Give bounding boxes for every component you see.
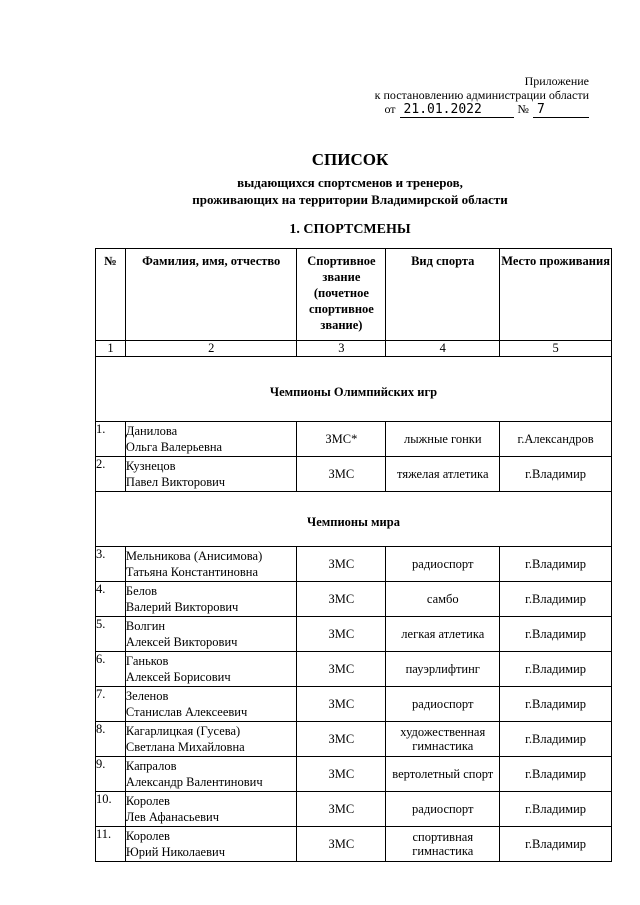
row-number: 10. [96,792,126,827]
header-name: Фамилия, имя, отчество [125,249,297,341]
row-number: 1. [96,422,126,457]
row-sport: лыжные гонки [386,422,500,457]
row-name [125,652,297,687]
column-number: 5 [500,341,612,357]
row-title: ЗМС [297,457,386,492]
subtitle-line-2: проживающих на территории Владимирской области [192,192,508,207]
row-title: ЗМС [297,722,386,757]
category-row-world [96,492,612,547]
row-surname: Королев [125,829,170,843]
table-row [96,422,612,457]
annex-number: 7 [533,103,589,118]
row-title: ЗМС [297,757,386,792]
row-title: ЗМС* [297,422,386,457]
row-number: 9. [96,757,126,792]
column-number: 1 [96,341,126,357]
row-given-names: Валерий Викторович [125,600,239,614]
subtitle-line-1: выдающихся спортсменов и тренеров, [237,175,463,190]
row-number: 3. [96,547,126,582]
table-row [96,722,612,757]
row-sport: радиоспорт [386,687,500,722]
row-name [125,722,297,757]
row-place: г.Владимир [500,582,612,617]
header-title: Спортивное звание (почетное спортивное звание) [297,249,386,341]
row-surname: Кузнецов [125,459,176,473]
row-name [125,617,297,652]
row-surname: Капралов [125,759,177,773]
row-given-names: Александр Валентинович [125,775,263,789]
row-number: 6. [96,652,126,687]
row-number: 8. [96,722,126,757]
table-header-row [96,249,612,341]
row-name [125,457,297,492]
row-place: г.Владимир [500,792,612,827]
row-number: 5. [96,617,126,652]
row-place: г.Владимир [500,617,612,652]
annex-title: Приложение [524,74,589,88]
row-given-names: Алексей Борисович [125,670,231,684]
athletes-table [95,248,612,862]
annex-date: 21.01.2022 [400,103,514,118]
row-sport: спортивная гимнастика [386,827,500,862]
table-row [96,582,612,617]
row-surname: Мельникова (Анисимова) [125,549,263,563]
row-name [125,582,297,617]
row-number: 4. [96,582,126,617]
row-name [125,687,297,722]
row-place: г.Александров [500,422,612,457]
header-place: Место проживания [500,249,612,341]
row-name [125,792,297,827]
row-given-names: Ольга Валерьевна [125,440,223,454]
row-surname: Белов [125,584,158,598]
row-number: 11. [96,827,126,862]
row-title: ЗМС [297,792,386,827]
row-sport: пауэрлифтинг [386,652,500,687]
row-name [125,757,297,792]
row-given-names: Павел Викторович [125,475,226,489]
row-sport: тяжелая атлетика [386,457,500,492]
column-number: 4 [386,341,500,357]
category-world: Чемпионы мира [96,492,612,547]
annex-date-number-line [349,102,589,118]
row-place: г.Владимир [500,827,612,862]
row-place: г.Владимир [500,722,612,757]
row-surname: Королев [125,794,170,808]
category-olympic: Чемпионы Олимпийских игр [96,357,612,422]
column-number-row [96,341,612,357]
row-sport: художественная гимнастика [386,722,500,757]
document-subtitle [0,174,640,208]
row-sport: самбо [386,582,500,617]
table-row [96,827,612,862]
row-title: ЗМС [297,582,386,617]
row-title: ЗМС [297,687,386,722]
row-sport: радиоспорт [386,547,500,582]
row-title: ЗМС [297,652,386,687]
row-title: ЗМС [297,617,386,652]
row-given-names: Алексей Викторович [125,635,238,649]
row-given-names: Татьяна Константиновна [125,565,259,579]
category-row-olympic [96,357,612,422]
column-number: 3 [297,341,386,357]
table-row [96,457,612,492]
row-sport: радиоспорт [386,792,500,827]
table-row [96,547,612,582]
row-given-names: Лев Афанасьевич [125,810,220,824]
annex-block [349,74,589,118]
row-sport: вертолетный спорт [386,757,500,792]
table-row [96,652,612,687]
row-title: ЗМС [297,547,386,582]
column-number: 2 [125,341,297,357]
table-row [96,687,612,722]
row-title: ЗМС [297,827,386,862]
row-surname: Зеленов [125,689,169,703]
row-number: 2. [96,457,126,492]
row-place: г.Владимир [500,457,612,492]
row-given-names: Станислав Алексеевич [125,705,248,719]
table-row [96,617,612,652]
header-no: № [96,249,126,341]
header-sport: Вид спорта [386,249,500,341]
row-name [125,547,297,582]
row-surname: Ганьков [125,654,169,668]
row-surname: Волгин [125,619,166,633]
annex-subtitle: к постановлению администрации области [374,88,589,102]
table-row [96,757,612,792]
table-row [96,792,612,827]
row-surname: Кагарлицкая (Гусева) [125,724,241,738]
row-sport: легкая атлетика [386,617,500,652]
date-prefix: от [384,102,396,116]
row-given-names: Светлана Михайловна [125,740,245,754]
row-place: г.Владимир [500,652,612,687]
number-prefix: № [517,102,529,116]
row-place: г.Владимир [500,757,612,792]
row-place: г.Владимир [500,687,612,722]
row-surname: Данилова [125,424,178,438]
document-title: СПИСОК [311,150,389,169]
row-place: г.Владимир [500,547,612,582]
row-number: 7. [96,687,126,722]
row-name [125,422,297,457]
row-name [125,827,297,862]
row-given-names: Юрий Николаевич [125,845,225,859]
section-heading: 1. СПОРТСМЕНЫ [289,222,411,237]
